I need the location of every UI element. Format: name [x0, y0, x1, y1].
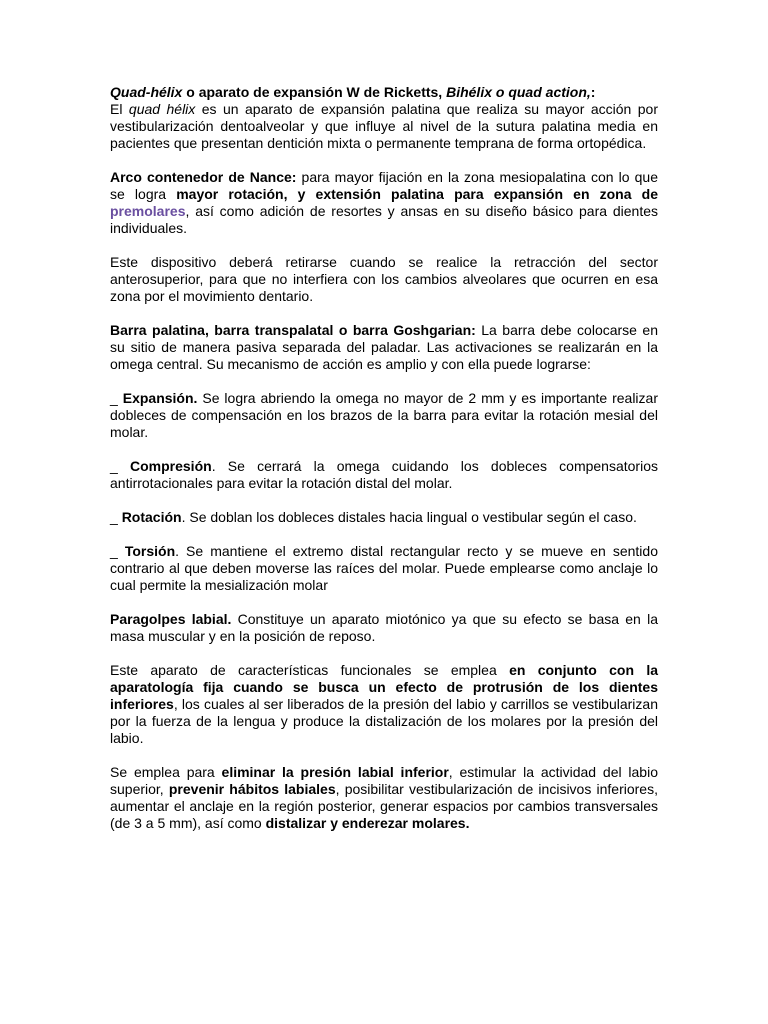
document-body [110, 84, 658, 849]
term-rotacion: Rotación [121, 509, 182, 525]
paragraph-quad-helix: Quad-hélix o aparato de expansión W de Ricketts, Bihélix o quad action,: El quad hélix es un aparato de expansión palatina que realiza su mayor acción por vestibularización dentoalveolar y que influye al nivel de la sutura palatina media en pacientes que presentan dentición mixta o permanente temprana de forma ortopédica. [110, 84, 658, 151]
paragraph-aparato-funcional: Este aparato de características funcionales se emplea en conjunto con la aparatología fija cuando se busca un efecto de protrusión de los dientes inferiores, los cuales al ser liberados de la presión del labio y carrillos se vestibularizan por la fuerza de la lengua y produce la distalización de los molares por la presión del labio. [110, 662, 659, 746]
paragraph-paragolpes: Paragolpes labial. Constituye un aparato miotónico ya que su efecto se basa en la masa muscular y en la posición de reposo. [110, 611, 658, 644]
paragraph-torsion: _ Torsión. Se mantiene el extremo distal rectangular recto y se mueve en sentido contrario al que deben moverse las raíces del molar. Puede emplearse como anclaje lo cual permite la mesialización molar [110, 543, 658, 593]
term-paragolpes: Paragolpes labial. [110, 611, 232, 627]
term-barra-palatina: Barra palatina, barra transpalatal o barra Goshgarian: [110, 322, 476, 338]
term-torsion: Torsión [124, 543, 176, 559]
term-compresion: Compresión [130, 458, 212, 474]
term-arco-nance: Arco contenedor de Nance: [110, 169, 297, 185]
paragraph-barra-palatina: Barra palatina, barra transpalatal o barra Goshgarian: La barra debe colocarse en su sitio de manera pasiva separada del paladar. Las activaciones se realizarán en la omega central. Su mecanismo de acción es amplio y con ella puede lograrse: [110, 322, 659, 372]
paragraph-se-emplea: Se emplea para eliminar la presión labial inferior, estimular la actividad del labio superior, prevenir hábitos labiales, posibilitar vestibularización de incisivos inferiores, aumentar el anclaje en la región posterior, generar espacios por cambios transversales (de 3 a 5 mm), así como distalizar y enderezar molares. [110, 764, 658, 831]
paragraph-arco-nance: Arco contenedor de Nance: para mayor fijación en la zona mesiopalatina con lo que se logra mayor rotación, y extensión palatina para expansión en zona de premolares, así como adición de resortes y ansas en su diseño básico para dientes individuales. [110, 169, 658, 236]
term-expansion: Expansión. [122, 390, 198, 406]
paragraph-dispositivo: Este dispositivo deberá retirarse cuando se realice la retracción del sector anterosuperior, para que no interfiera con los cambios alveolares que ocurren en esa zona por el movimiento dentario. [110, 254, 658, 304]
paragraph-compresion: _ Compresión. Se cerrará la omega cuidando los dobleces compensatorios antirrotacionales para evitar la rotación distal del molar. [110, 458, 658, 491]
paragraph-rotacion: _ Rotación. Se doblan los dobleces distales hacia lingual o vestibular según el caso. [110, 509, 637, 525]
premolares-link[interactable]: premolares [110, 203, 186, 219]
paragraph-expansion: _ Expansión. Se logra abriendo la omega no mayor de 2 mm y es importante realizar dobleces de compensación en los brazos de la barra para evitar la rotación mesial del molar. [110, 390, 658, 440]
term-quad-helix: Quad-hélix [110, 84, 183, 100]
